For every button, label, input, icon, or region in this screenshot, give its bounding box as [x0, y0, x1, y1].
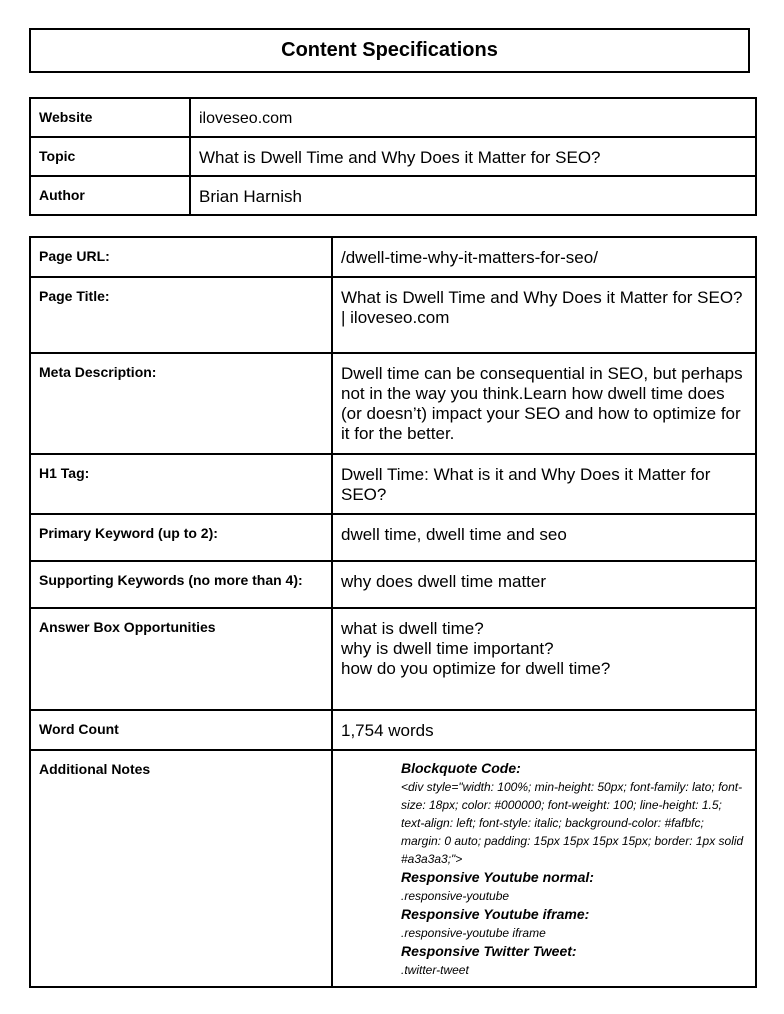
- spec-table: [29, 236, 757, 988]
- h1-tag-label: H1 Tag:: [30, 454, 332, 514]
- table-row: [30, 98, 756, 137]
- page-url-value: /dwell-time-why-it-matters-for-seo/: [332, 237, 756, 277]
- h1-tag-value: Dwell Time: What is it and Why Does it Matter for SEO?: [332, 454, 756, 514]
- additional-notes-value: [332, 750, 756, 987]
- table-row: [30, 237, 756, 277]
- supporting-keywords-label: Supporting Keywords (no more than 4):: [30, 561, 332, 608]
- page-title-value: What is Dwell Time and Why Does it Matter for SEO? | iloveseo.com: [332, 277, 756, 353]
- author-label: Author: [30, 176, 190, 215]
- table-row: [30, 353, 756, 454]
- primary-keyword-label: Primary Keyword (up to 2):: [30, 514, 332, 561]
- answer-line: what is dwell time?: [341, 619, 484, 638]
- table-row: [30, 561, 756, 608]
- word-count-label: Word Count: [30, 710, 332, 750]
- additional-notes-label: Additional Notes: [30, 750, 332, 987]
- twitter-tweet-class: .twitter-tweet: [401, 963, 469, 977]
- answer-line: how do you optimize for dwell time?: [341, 659, 611, 678]
- topic-label: Topic: [30, 137, 190, 176]
- youtube-iframe-class: .responsive-youtube iframe: [401, 926, 546, 940]
- topic-value: What is Dwell Time and Why Does it Matter for SEO?: [190, 137, 756, 176]
- website-label: Website: [30, 98, 190, 137]
- supporting-keywords-value: why does dwell time matter: [332, 561, 756, 608]
- table-row: [30, 514, 756, 561]
- table-row: [30, 137, 756, 176]
- page-url-label: Page URL:: [30, 237, 332, 277]
- table-row: [30, 176, 756, 215]
- page-title-label: Page Title:: [30, 277, 332, 353]
- answer-box-label: Answer Box Opportunities: [30, 608, 332, 710]
- youtube-iframe-heading: Responsive Youtube iframe:: [401, 906, 590, 922]
- author-value: Brian Harnish: [190, 176, 756, 215]
- word-count-value: 1,754 words: [332, 710, 756, 750]
- site-info-table: [29, 97, 757, 216]
- page-title: Content Specifications: [29, 28, 750, 73]
- table-row: [30, 277, 756, 353]
- table-row: [30, 608, 756, 710]
- twitter-tweet-heading: Responsive Twitter Tweet:: [401, 943, 577, 959]
- answer-box-value: [332, 608, 756, 710]
- blockquote-heading: Blockquote Code:: [401, 760, 521, 776]
- blockquote-code: <div style="width: 100%; min-height: 50px; font-family: lato; font-size: 18px; color: #000000; font-weight: 100; line-height: 1.5; text-align: left; font-style: italic; background-color: #fafbfc; margin: 0 auto; padding: 15px 15px 15px 15px; border: 1px solid #a3a3a3;">: [401, 780, 744, 866]
- table-row: [30, 750, 756, 987]
- table-row: [30, 710, 756, 750]
- meta-description-value: Dwell time can be consequential in SEO, but perhaps not in the way you think.Learn how dwell time does (or doesn’t) impact your SEO and how to optimize for it for the better.: [332, 353, 756, 454]
- answer-line: why is dwell time important?: [341, 639, 554, 658]
- meta-description-label: Meta Description:: [30, 353, 332, 454]
- youtube-normal-class: .responsive-youtube: [401, 889, 510, 903]
- primary-keyword-value: dwell time, dwell time and seo: [332, 514, 756, 561]
- youtube-normal-heading: Responsive Youtube normal:: [401, 869, 594, 885]
- table-row: [30, 454, 756, 514]
- website-value: iloveseo.com: [190, 98, 756, 137]
